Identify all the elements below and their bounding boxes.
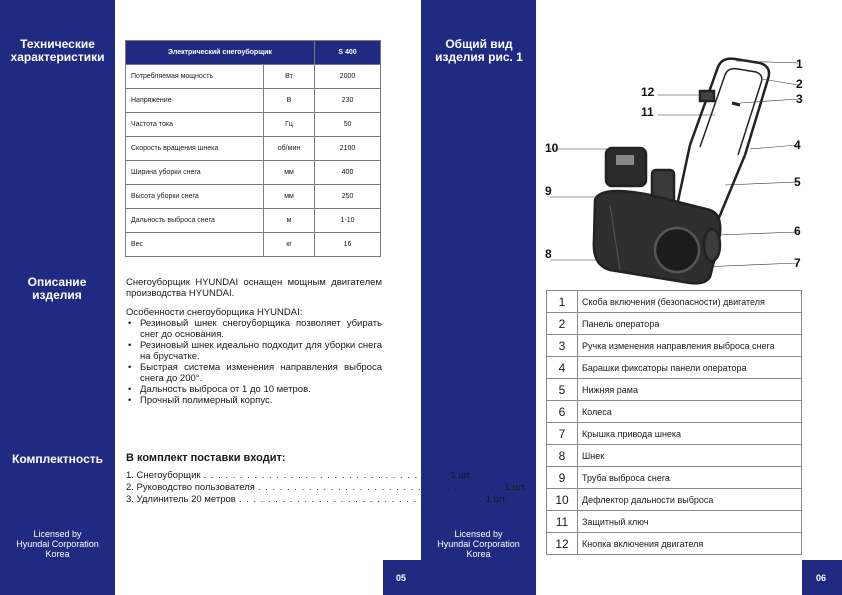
spec-unit: м [264,209,315,233]
spec-row [126,89,381,113]
snow-thrower-illustration [594,59,769,284]
part-name: Нижняя рама [578,379,802,401]
spec-unit: В [264,89,315,113]
description-heading: Описание изделия [27,275,87,302]
description-block [126,277,382,406]
kit-item-label: 3. Удлинитель 20 метров [126,494,236,505]
parts-row [547,511,802,533]
right-licensed-note [430,529,527,559]
feature-item: • Резиновый шнек снегоуборщика позволяет убирать снег до основания. [126,318,382,340]
part-name: Крышка привода шнека [578,423,802,445]
spec-value: 250 [315,185,381,209]
feature-item: • Прочный полимерный корпус. [126,395,382,406]
callout-7: 7 [794,256,801,270]
spec-value: 230 [315,89,381,113]
part-number: 6 [547,401,578,423]
licensed-line-3: Korea [45,549,70,559]
parts-row [547,357,802,379]
parts-row [547,335,802,357]
parts-table [546,290,802,555]
page-number-right: 06 [816,573,827,583]
features-title: Особенности снегоуборщика HYUNDAI: [126,307,303,318]
licensed-line-1: Licensed by [33,529,82,539]
page-number-left: 05 [396,573,407,583]
spec-row [126,185,381,209]
feature-item: • Дальность выброса от 1 до 10 метров. [126,384,382,395]
part-name: Защитный ключ [578,511,802,533]
spec-value: 50 [315,113,381,137]
parts-row [547,379,802,401]
feature-item: • Резиновый шнек идеально подходит для уборки снега на брусчатке. [126,340,382,362]
spec-value: 2100 [315,137,381,161]
spec-name: Потребляемая мощность [126,65,264,89]
parts-row [547,423,802,445]
part-name: Панель оператора [578,313,802,335]
parts-row [547,489,802,511]
part-number: 11 [547,511,578,533]
parts-row [547,291,802,313]
spec-value: 400 [315,161,381,185]
snow-thrower-figure [540,45,810,285]
part-number: 3 [547,335,578,357]
part-name: Кнопка включения двигателя [578,533,802,555]
kit-item [126,470,472,482]
parts-row [547,467,802,489]
spec-name: Ширина уборки снега [126,161,264,185]
callout-10: 10 [545,141,559,155]
callout-4: 4 [794,138,801,152]
kit-heading: Комплектность [12,452,103,466]
spec-name: Частота тока [126,113,264,137]
parts-row [547,401,802,423]
licensed-line-2: Hyundai Corporation [16,539,99,549]
callout-12: 12 [641,85,655,99]
licensed-line-3: Korea [466,549,491,559]
kit-item-leader: . . . . . . . . . . . . . . . . . . . . . . . . . . . . . . . . . . [238,494,483,505]
part-name: Ручка изменения направления выброса снега [578,335,802,357]
callout-3: 3 [796,92,803,106]
part-number: 5 [547,379,578,401]
spec-header-row [126,41,381,65]
spec-header-model: S 400 [315,41,381,65]
description-intro: Снегоуборщик HYUNDAI оснащен мощным двигателем производства HYUNDAI. [126,277,382,299]
parts-row [547,445,802,467]
feature-item: • Быстрая система изменения направления выброса снега до 200°. [126,362,382,384]
kit-title: В комплект поставки входит: [126,452,286,464]
part-name: Колеса [578,401,802,423]
part-name: Скоба включения (безопасности) двигателя [578,291,802,313]
spec-name: Вес [126,233,264,257]
left-licensed-note [10,529,105,559]
spec-unit: кг [264,233,315,257]
callout-2: 2 [796,77,803,91]
part-number: 1 [547,291,578,313]
kit-item-qty: 1 шт. [485,494,508,505]
part-name: Труба выброса снега [578,467,802,489]
part-name: Барашки фиксаторы панели оператора [578,357,802,379]
general-view-heading: Общий вид изделия рис. 1 [435,37,523,64]
part-number: 4 [547,357,578,379]
part-number: 9 [547,467,578,489]
spec-row [126,137,381,161]
specs-heading: Технические характеристики [10,37,105,64]
spec-header-name: Электрический снегоуборщик [126,41,315,65]
callout-1: 1 [796,57,803,71]
kit-item-leader: . . . . . . . . . . . . . . . . . . . . . . . . . . . . . . . . . . [257,482,502,493]
kit-item [126,494,508,506]
spec-name: Высота уборки снега [126,185,264,209]
spec-row [126,113,381,137]
spec-row [126,233,381,257]
kit-item-qty: 1 шт. [450,470,472,481]
spec-unit: Вт [264,65,315,89]
kit-item-label: 2. Руководство пользователя [126,482,255,493]
spec-row [126,65,381,89]
callout-6: 6 [794,224,801,238]
kit-list [126,470,527,506]
callout-8: 8 [545,247,552,261]
part-number: 12 [547,533,578,555]
callout-9: 9 [545,184,552,198]
spec-row [126,209,381,233]
callout-5: 5 [794,175,801,189]
part-number: 7 [547,423,578,445]
licensed-line-2: Hyundai Corporation [437,539,520,549]
kit-item-leader: . . . . . . . . . . . . . . . . . . . . . . . . . . . . . . . . . . [203,470,448,481]
spec-table [125,40,381,257]
spec-unit: об/мин [264,137,315,161]
spec-value: 16 [315,233,381,257]
spec-name: Дальность выброса снега [126,209,264,233]
spec-unit: Гц [264,113,315,137]
spec-unit: мм [264,161,315,185]
spec-name: Скорость вращения шнека [126,137,264,161]
kit-item-label: 1. Снегоуборщик [126,470,201,481]
part-name: Шнек [578,445,802,467]
spec-row [126,161,381,185]
spec-value: 1-10 [315,209,381,233]
part-number: 10 [547,489,578,511]
spec-value: 2000 [315,65,381,89]
spec-name: Напряжение [126,89,264,113]
licensed-line-1: Licensed by [454,529,503,539]
kit-item [126,482,527,494]
parts-row [547,313,802,335]
parts-row [547,533,802,555]
part-number: 2 [547,313,578,335]
kit-item-qty: 1 шт. [504,482,527,493]
spec-unit: мм [264,185,315,209]
callout-11: 11 [641,105,654,119]
features-list [126,318,382,406]
part-number: 8 [547,445,578,467]
part-name: Дефлектор дальности выброса [578,489,802,511]
